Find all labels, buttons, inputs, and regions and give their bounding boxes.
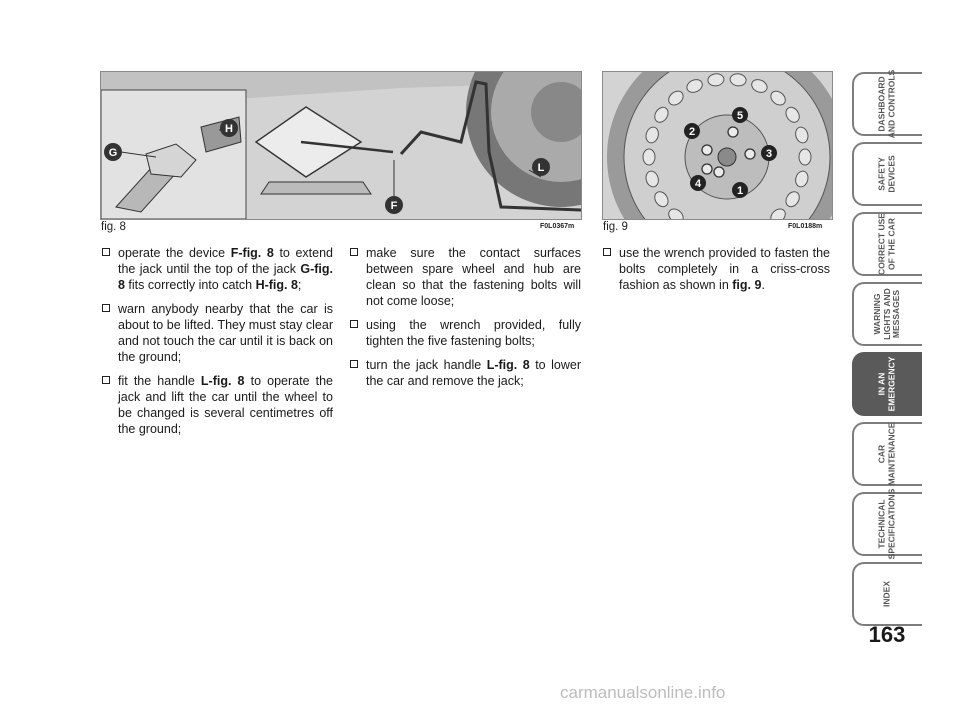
tab-dashboard-and-controls[interactable]: DASHBOARD AND CONTROLS (852, 72, 922, 136)
bullet-item (349, 357, 581, 389)
wheel-hole (799, 149, 811, 165)
text-run: warn anybody nearby that the car is about to be lifted. They must stay clear and not touch the car until it is back on the ground; (118, 302, 333, 364)
text-run: make sure the contact surfaces between spare wheel and hub are clean so that the fastening bolts will not come loose; (366, 246, 581, 308)
text-run: to lower the car and remove the jack; (366, 358, 582, 388)
svg-text:2: 2 (688, 126, 696, 138)
section-tabs (852, 69, 922, 632)
bullet-item (602, 245, 830, 293)
svg-text:5: 5 (736, 110, 744, 122)
svg-text:H: H (225, 123, 233, 135)
checkbox-bullet-icon (603, 248, 611, 256)
bullet-item (101, 245, 333, 293)
figure-reference: fig. 9 (732, 278, 762, 292)
svg-text:F: F (390, 200, 398, 212)
figure-9-wheel-bolts (602, 71, 833, 220)
tab-technical-specifications[interactable]: TECHNICAL SPECIFICATIONS (852, 492, 922, 556)
text-run: to extend the jack until the top of the jack (118, 246, 334, 276)
checkbox-bullet-icon (350, 248, 358, 256)
text-run: using the wrench provided, fully tighten the five fastening bolts; (366, 318, 581, 348)
fig9-caption: fig. 9 (603, 221, 628, 233)
tab-warning-lights-and-messages[interactable]: WARNING LIGHTS AND MESSAGES (852, 282, 922, 346)
figure-reference: L-fig. 8 (200, 374, 245, 388)
bullet-item (349, 317, 581, 349)
callout-h (220, 119, 238, 137)
svg-text:1: 1 (736, 185, 744, 197)
fig8-caption: fig. 8 (101, 221, 126, 233)
tab-car-maintenance[interactable]: CAR MAINTENANCE (852, 422, 922, 486)
figure-reference: G-fig. 8 (118, 262, 333, 292)
text-run: operate the device (118, 246, 231, 260)
callout-l (532, 158, 550, 176)
checkbox-bullet-icon (102, 248, 110, 256)
fig9-code: F0L0188m (788, 223, 823, 230)
bullet-item (349, 245, 581, 309)
bolt-callout-4 (690, 175, 706, 191)
text-run: fits correctly into catch (124, 278, 256, 292)
checkbox-bullet-icon (102, 376, 110, 384)
text-run: fit the handle (118, 374, 201, 388)
svg-text:3: 3 (765, 148, 773, 160)
text-column-1 (101, 245, 333, 445)
page-number: 163 (868, 622, 906, 647)
tab-correct-use-of-the-car[interactable]: CORRECT USE OF THE CAR (852, 212, 922, 276)
checkbox-bullet-icon (350, 360, 358, 368)
bolt-callout-2 (684, 123, 700, 139)
callout-f (385, 196, 403, 214)
tab-in-an-emergency[interactable]: IN AN EMERGENCY (852, 352, 922, 416)
bullet-item (101, 373, 333, 437)
tab-index[interactable]: INDEX (852, 562, 922, 626)
svg-text:L: L (537, 162, 545, 174)
figure-reference: L-fig. 8 (486, 358, 530, 372)
text-column-3 (602, 245, 830, 301)
bolt-callout-5 (732, 107, 748, 123)
bullet-item (101, 301, 333, 365)
figure-reference: F-fig. 8 (230, 246, 274, 260)
text-column-2 (349, 245, 581, 397)
svg-text:4: 4 (694, 178, 702, 190)
text-run: ; (297, 278, 302, 292)
fig8-code: F0L0367m (540, 223, 575, 230)
figure-8-jack-illustration (100, 71, 582, 220)
bolt-callout-1 (732, 182, 748, 198)
checkbox-bullet-icon (350, 320, 358, 328)
tab-safety-devices[interactable]: SAFETY DEVICES (852, 142, 922, 206)
figure-reference: H-fig. 8 (255, 278, 298, 292)
callout-g (104, 143, 122, 161)
checkbox-bullet-icon (102, 304, 110, 312)
svg-text:G: G (108, 147, 118, 159)
text-run: . (761, 278, 765, 292)
bolt-callout-3 (761, 145, 777, 161)
text-run: to operate the jack and lift the car until the wheel to be changed is several centimetres off the ground; (118, 374, 333, 436)
wheel-hole (643, 149, 655, 165)
text-run: use the wrench provided to fasten the bolts completely in a criss-cross fashion as shown in (619, 246, 830, 292)
text-run: turn the jack handle (366, 358, 487, 372)
watermark-text: carmanualsonline.info (560, 683, 726, 702)
